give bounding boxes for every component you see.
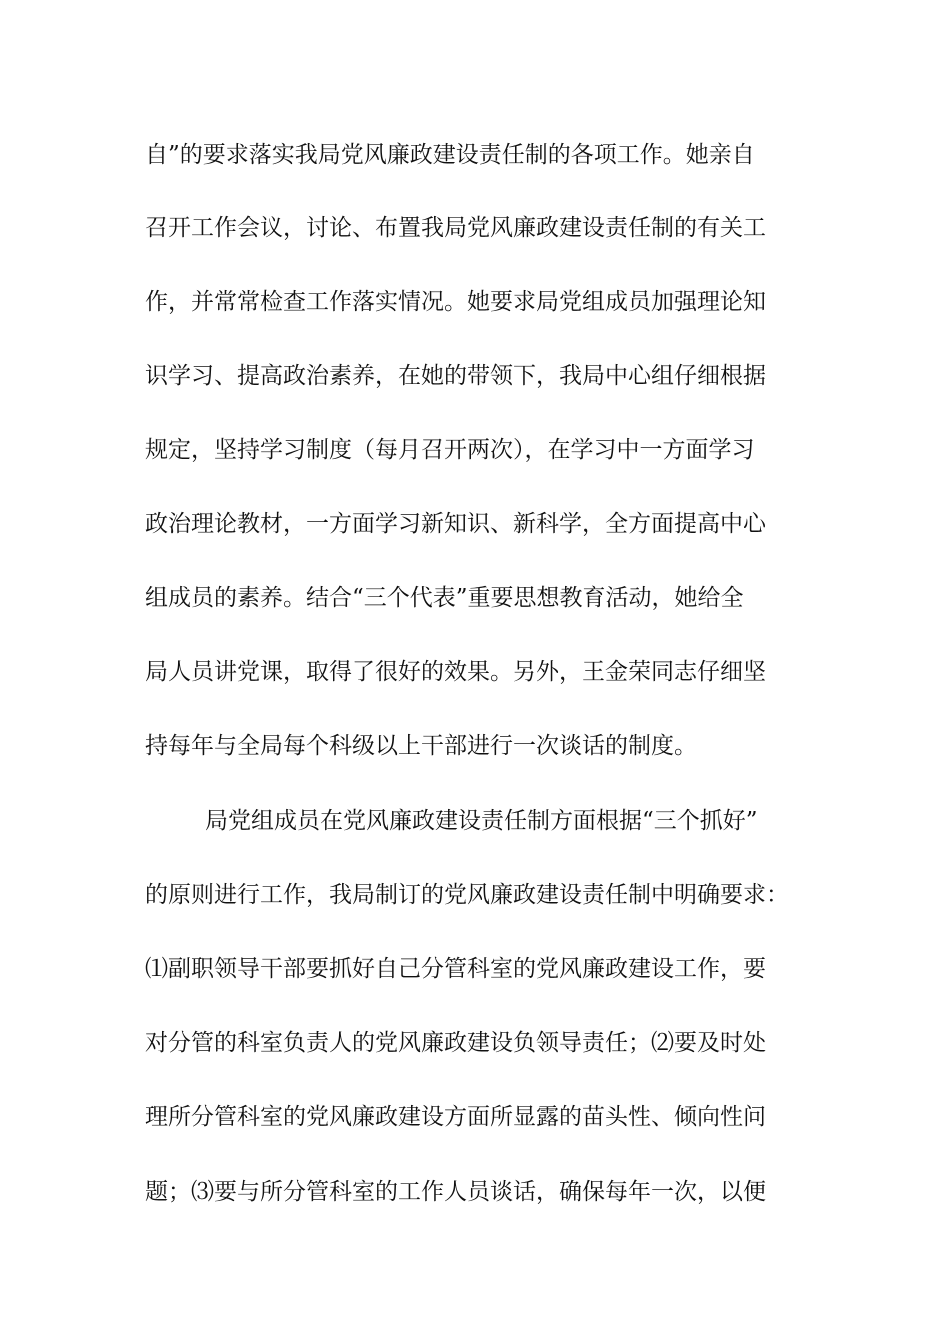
text-line: 政治理论教材，一方面学习新知识、新科学，全方面提高中心: [145, 511, 766, 537]
text-line: 理所分管科室的党风廉政建设方面所显露的苗头性、倾向性问: [145, 1104, 766, 1130]
text-line: 题；⑶要与所分管科室的工作人员谈话，确保每年一次，以便: [145, 1179, 766, 1205]
paragraph-first-line: 局党组成员在党风廉政建设责任制方面根据“三个抓好”: [205, 808, 758, 834]
text-line: 持每年与全局每个科级以上干部进行一次谈话的制度。: [145, 733, 697, 759]
text-line: 识学习、提高政治素养，在她的带领下，我局中心组仔细根据: [145, 363, 766, 389]
text-line: ⑴副职领导干部要抓好自己分管科室的党风廉政建设工作，要: [145, 956, 766, 982]
text-line: 组成员的素养。结合“三个代表”重要思想教育活动，她给全: [145, 585, 744, 611]
text-line: 自”的要求落实我局党风廉政建设责任制的各项工作。她亲自: [145, 142, 755, 168]
text-line: 规定，坚持学习制度（每月召开两次），在学习中一方面学习: [145, 437, 755, 463]
text-line: 召开工作会议，讨论、布置我局党风廉政建设责任制的有关工: [145, 215, 766, 241]
text-line: 对分管的科室负责人的党风廉政建设负领导责任；⑵要及时处: [145, 1030, 766, 1056]
text-line: 局人员讲党课，取得了很好的效果。另外，王金荣同志仔细坚: [145, 659, 766, 685]
text-line: 的原则进行工作，我局制订的党风廉政建设责任制中明确要求：: [145, 882, 789, 908]
text-line: 作，并常常检查工作落实情况。她要求局党组成员加强理论知: [145, 289, 766, 315]
